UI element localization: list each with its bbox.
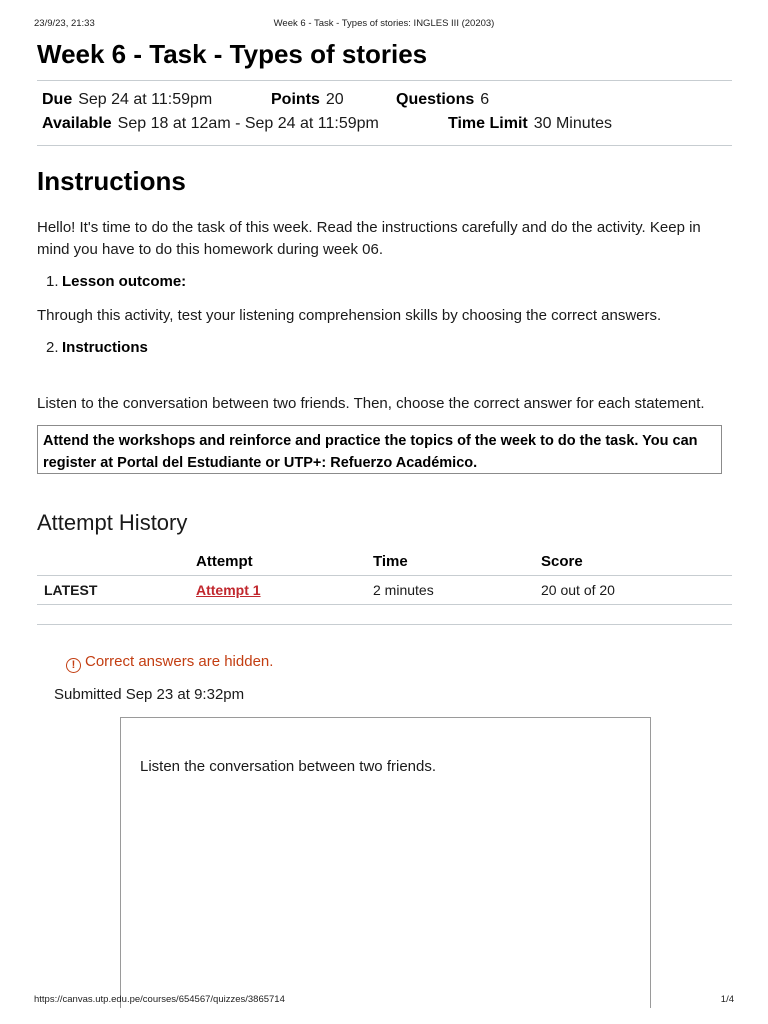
history-divider [37,624,732,625]
listen-text: Listen to the conversation between two friends. Then, choose the correct answer for each statement. [37,395,705,412]
due-value: Sep 24 at 11:59pm [78,91,213,108]
column-header-score: Score [541,548,732,576]
question-text: Listen the conversation between two friends. [140,758,437,775]
available-info [42,113,379,135]
instructions-label: Instructions [62,339,148,356]
attempt-score: 20 out of 20 [541,576,732,605]
print-footer [34,994,734,1006]
attempt-history-table [37,548,732,605]
meta-divider [37,145,732,146]
questions-info [396,89,489,111]
attempt-cell [196,576,373,605]
time-limit-value: 30 Minutes [533,115,612,132]
outcome-text: Through this activity, test your listening comprehension skills by choosing the correct answers. [37,307,662,324]
submitted-timestamp: Submitted Sep 23 at 9:32pm [54,686,245,703]
correct-answers-hidden-notice [66,652,273,673]
warning-circle-icon: ! [66,658,81,673]
questions-value: 6 [480,91,490,108]
table-header-row [37,548,732,576]
workshop-notice: Attend the workshops and reinforce and practice the topics of the week to do the task. You can register at Portal del Estudiante or UTP+: Refuerzo Académico. [37,425,722,474]
due-label: Due [42,91,73,108]
attempt-time: 2 minutes [373,576,541,605]
lesson-outcome-label: Lesson outcome: [62,273,187,290]
instructions-heading: Instructions [37,166,186,196]
list-number: 1. [46,273,59,290]
title-divider [37,80,732,81]
print-datetime: 23/9/23, 21:33 [34,18,95,29]
column-header-blank [37,548,196,576]
points-value: 20 [325,91,344,108]
table-row [37,576,732,605]
column-header-attempt: Attempt [196,548,373,576]
print-url: https://canvas.utp.edu.pe/courses/654567/quizzes/3865714 [34,994,285,1005]
available-value: Sep 18 at 12am - Sep 24 at 11:59pm [117,115,379,132]
questions-label: Questions [396,91,475,108]
hidden-notice-text: Correct answers are hidden. [85,653,274,670]
column-header-time: Time [373,548,541,576]
attempt-1-link[interactable]: Attempt 1 [196,582,261,598]
time-limit-label: Time Limit [448,115,528,132]
list-number: 2. [46,339,59,356]
points-label: Points [271,91,320,108]
question-card [120,717,651,1008]
list-item-lesson-outcome [46,272,186,292]
list-item-instructions [46,338,148,358]
print-doc-title: Week 6 - Task - Types of stories: INGLES III (20203) [273,18,495,29]
due-info [42,89,212,111]
attempt-history-heading: Attempt History [37,510,188,535]
attempt-label-latest: LATEST [37,576,196,605]
points-info [271,89,344,111]
instructions-intro: Hello! It's time to do the task of this week. Read the instructions carefully and do the activity. Keep in mind you have to do this homework during week 06. [37,219,701,258]
print-page-number: 1/4 [720,994,734,1005]
page-title: Week 6 - Task - Types of stories [37,39,428,69]
print-header [34,18,734,30]
time-limit-info [448,113,612,135]
available-label: Available [42,115,112,132]
